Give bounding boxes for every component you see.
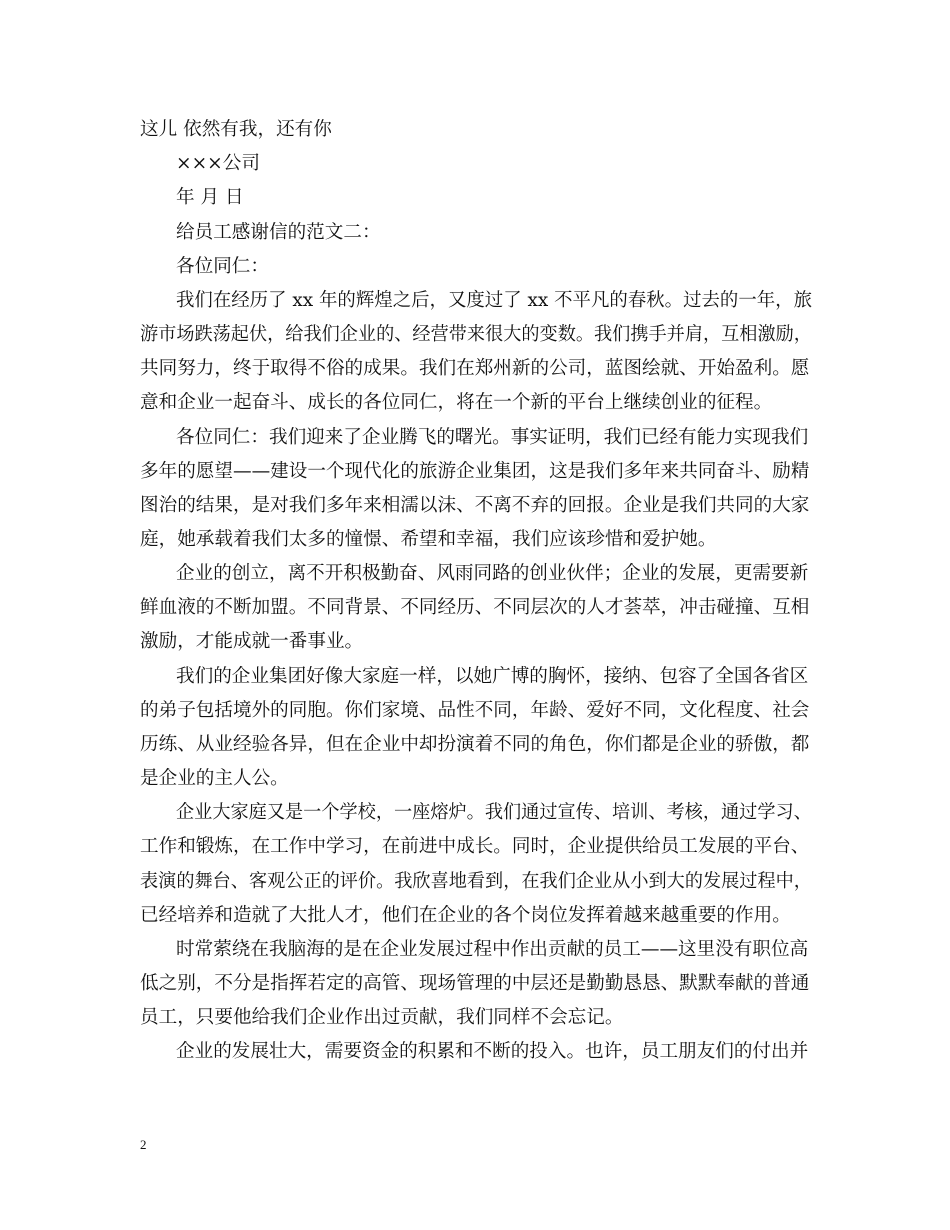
paragraph-line: 我们在经历了 xx 年的辉煌之后，又度过了 xx 不平凡的春秋。过去的一年，旅: [176, 290, 813, 311]
paragraph-line: 多年的愿望——建设一个现代化的旅游企业集团，这是我们多年来共同奋斗、励精: [140, 461, 810, 482]
date-line: 年 月 日: [176, 187, 244, 208]
paragraph-line: 游市场跌荡起伏，给我们企业的、经营带来很大的变数。我们携手并肩，互相激励，: [140, 324, 812, 345]
paragraph-line: 的弟子包括境外的同胞。你们家境、品性不同，年龄、爱好不同，文化程度、社会: [140, 700, 810, 721]
page-number: 2: [140, 1137, 147, 1152]
paragraph-line: 图治的结果，是对我们多年来相濡以沫、不离不弃的回报。企业是我们共同的大家: [140, 495, 810, 516]
paragraph-line: 企业大家庭又是一个学校，一座熔炉。我们通过宣传、培训、考核，通过学习、: [176, 802, 812, 823]
paragraph-line: 员工，只要他给我们企业作出过贡献，我们同样不会忘记。: [140, 1007, 624, 1028]
salutation: 各位同仁：: [176, 256, 269, 277]
section-title: 给员工感谢信的范文二：: [176, 222, 381, 243]
paragraph-line: 已经培养和造就了大批人才，他们在企业的各个岗位发挥着越来越重要的作用。: [140, 905, 791, 926]
paragraph-line: 工作和锻炼，在工作中学习，在前进中成长。同时，企业提供给员工发展的平台、: [140, 836, 810, 857]
paragraph-line: 庭，她承载着我们太多的憧憬、希望和幸福，我们应该珍惜和爱护她。: [140, 529, 717, 550]
paragraph-line: 是企业的主人公。: [140, 768, 289, 789]
text-line: 这儿 依然有我，还有你: [140, 119, 332, 140]
paragraph-line: 各位同仁：我们迎来了企业腾飞的曙光。事实证明，我们已经有能力实现我们: [176, 427, 809, 448]
paragraph-line: 鲜血液的不断加盟。不同背景、不同经历、不同层次的人才荟萃，冲击碰撞、互相: [140, 597, 810, 618]
paragraph-line: 低之别，不分是指挥若定的高管、现场管理的中层还是勤勤恳恳、默默奉献的普通: [140, 973, 810, 994]
paragraph-line: 历练、从业经验各异，但在企业中却扮演着不同的角色，你们都是企业的骄傲，都: [140, 734, 810, 755]
paragraph-line: 企业的创立，离不开积极勤奋、风雨同路的创业伙伴；企业的发展，更需要新: [176, 563, 809, 584]
paragraph-line: 表演的舞台、客观公正的评价。我欣喜地看到，在我们企业从小到大的发展过程中，: [140, 871, 812, 892]
paragraph-line: 企业的发展壮大，需要资金的积累和不断的投入。也许，员工朋友们的付出并: [176, 1041, 809, 1062]
company-signature: ×××公司: [176, 153, 260, 174]
paragraph-line: 我们的企业集团好像大家庭一样，以她广博的胸怀，接纳、包容了全国各省区: [176, 666, 809, 687]
paragraph-line: 共同努力，终于取得不俗的成果。我们在郑州新的公司，蓝图绘就、开始盈利。愿: [140, 358, 810, 379]
paragraph-line: 激励，才能成就一番事业。: [140, 631, 364, 652]
paragraph-line: 意和企业一起奋斗、成长的各位同仁，将在一个新的平台上继续创业的征程。: [140, 392, 773, 413]
paragraph-line: 时常萦绕在我脑海的是在企业发展过程中作出贡献的员工——这里没有职位高: [176, 939, 809, 960]
